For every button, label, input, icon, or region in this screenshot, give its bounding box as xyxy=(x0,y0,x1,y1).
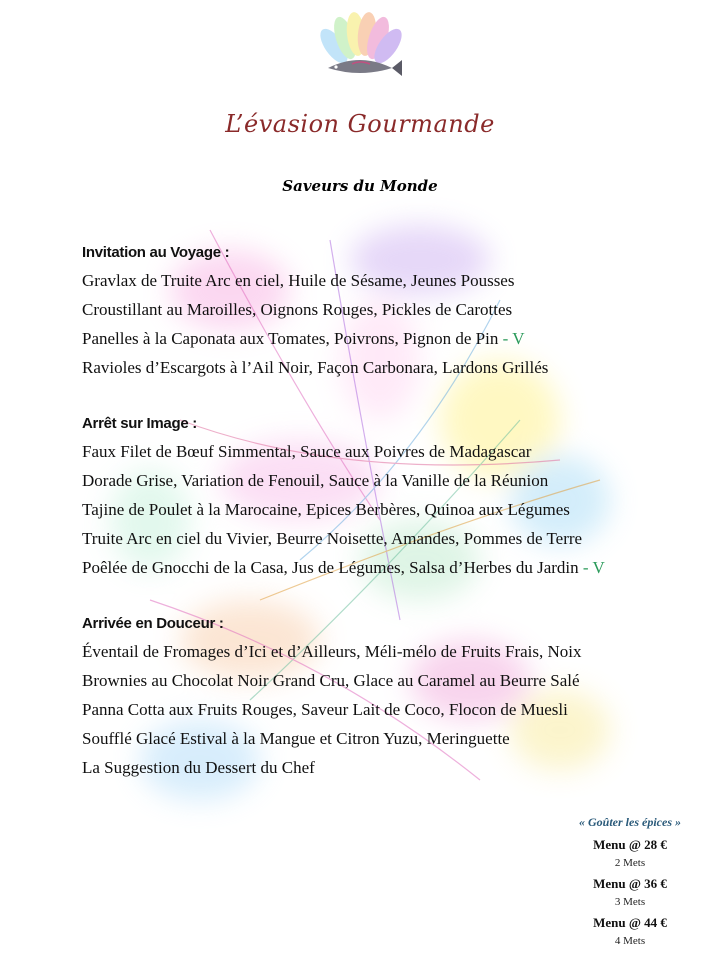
vegetarian-mark: - V xyxy=(498,329,525,348)
section-arrivee xyxy=(82,611,702,782)
menu-courses-count: 4 Mets xyxy=(614,935,646,947)
dish-item: Éventail de Fromages d’Ici et d’Ailleurs, Méli-mélo de Fruits Frais, Noix xyxy=(82,642,582,661)
dish-item: Panna Cotta aux Fruits Rouges, Saveur Lait de Coco, Flocon de Muesli xyxy=(82,700,568,719)
section-title: Arrêt sur Image : xyxy=(82,415,197,432)
dish-item: Croustillant au Maroilles, Oignons Rouges, Pickles de Carottes xyxy=(82,300,513,319)
dish-item: Gravlax de Truite Arc en ciel, Huile de Sésame, Jeunes Pousses xyxy=(82,271,515,290)
dish-item: Soufflé Glacé Estival à la Mangue et Citron Yuzu, Meringuette xyxy=(82,729,510,748)
menu-courses-count: 2 Mets xyxy=(614,857,646,869)
prices-title: « Goûter les épices » xyxy=(579,815,681,829)
menu-price: Menu @ 36 € xyxy=(593,876,667,891)
restaurant-name: L’évasion Gourmande xyxy=(225,110,495,138)
dish-item: Truite Arc en ciel du Vivier, Beurre Noisette, Amandes, Pommes de Terre xyxy=(82,529,583,548)
dish-item: Poêlée de Gnocchi de la Casa, Jus de Légumes, Salsa d’Herbes du Jardin - V xyxy=(82,558,605,577)
dish-item: La Suggestion du Dessert du Chef xyxy=(82,758,315,777)
menu-subtitle: Saveurs du Monde xyxy=(282,177,438,195)
section-invitation xyxy=(82,240,702,382)
menu-price: Menu @ 44 € xyxy=(593,915,667,930)
section-title: Invitation au Voyage : xyxy=(82,244,230,261)
menu-price: Menu @ 28 € xyxy=(593,837,667,852)
dish-item: Panelles à la Caponata aux Tomates, Poivrons, Pignon de Pin - V xyxy=(82,329,525,348)
dish-item: Ravioles d’Escargots à l’Ail Noir, Façon Carbonara, Lardons Grillés xyxy=(82,358,549,377)
section-title: Arrivée en Douceur : xyxy=(82,615,224,632)
menu-sections xyxy=(82,240,702,811)
dish-item: Faux Filet de Bœuf Simmental, Sauce aux Poivres de Madagascar xyxy=(82,442,532,461)
price-box xyxy=(560,812,700,952)
section-arret xyxy=(82,411,702,582)
dish-item: Tajine de Poulet à la Marocaine, Epices Berbères, Quinoa aux Légumes xyxy=(82,500,570,519)
dish-item: Dorade Grise, Variation de Fenouil, Sauce à la Vanille de la Réunion xyxy=(82,471,549,490)
dish-item: Brownies au Chocolat Noir Grand Cru, Glace au Caramel au Beurre Salé xyxy=(82,671,580,690)
vegetarian-mark: - V xyxy=(578,558,605,577)
menu-courses-count: 3 Mets xyxy=(614,896,646,908)
restaurant-logo-shell-fish xyxy=(312,12,408,84)
